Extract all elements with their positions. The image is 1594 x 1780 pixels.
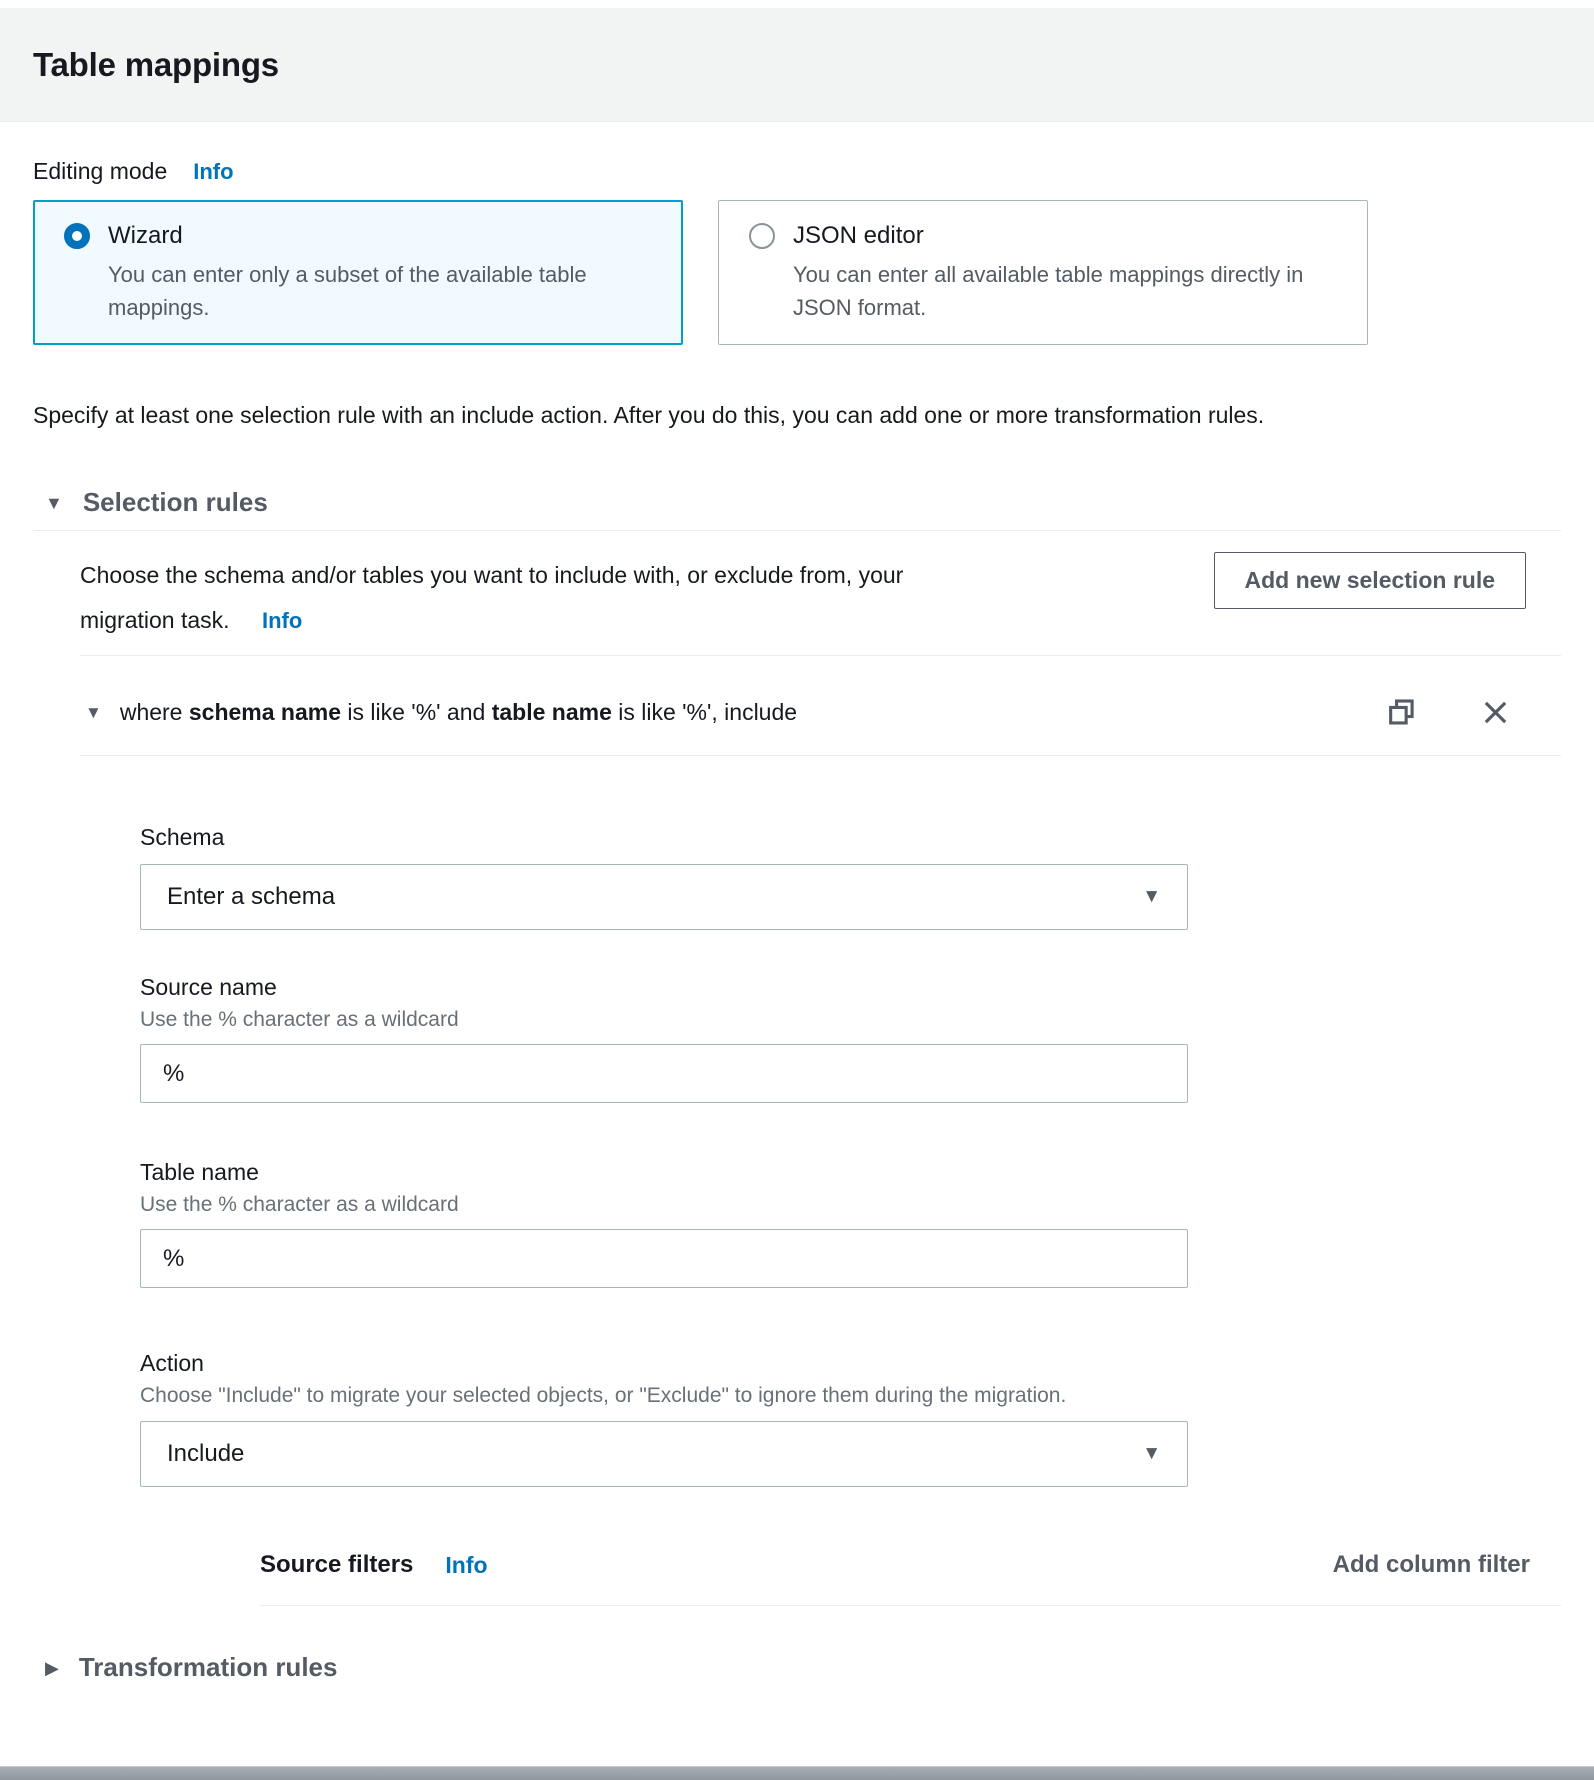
remove-rule-button[interactable] [1481,698,1510,727]
source-name-input[interactable] [140,1044,1188,1103]
schema-label: Schema [140,824,225,850]
action-field-group [140,1350,1188,1487]
table-name-field-group [140,1159,1188,1288]
divider [33,530,1561,531]
editing-mode-row [33,158,1561,185]
source-name-field-group [140,974,1188,1103]
table-name-label: Table name [140,1159,259,1185]
json-editor-radio-label: JSON editor [793,222,924,249]
selection-rules-info-link[interactable]: Info [261,608,303,633]
wizard-radio-tile[interactable] [33,200,683,345]
source-filters-title: Source filters [260,1551,414,1578]
radio-selected-icon[interactable] [64,223,90,249]
editing-mode-info-link[interactable]: Info [193,159,234,184]
transformation-rules-header[interactable] [33,1652,1561,1683]
action-hint: Choose "Include" to migrate your selected objects, or "Exclude" to ignore them during the migration. [140,1384,1067,1407]
selection-rule-form [140,824,1188,1487]
action-select-value: Include [167,1440,245,1467]
add-new-selection-rule-button[interactable]: Add new selection rule [1214,552,1527,609]
table-name-hint: Use the % character as a wildcard [140,1193,459,1216]
json-editor-radio-row [749,222,1343,250]
duplicate-rule-button[interactable] [1386,696,1417,729]
json-editor-radio-tile[interactable] [718,200,1368,345]
selection-rule-summary-row[interactable] [33,696,1561,729]
table-name-input[interactable] [140,1229,1188,1288]
action-select[interactable] [140,1421,1188,1487]
caret-down-icon: ▼ [1142,1443,1161,1464]
transformation-rules-title: Transformation rules [78,1652,338,1682]
page-title: Table mappings [33,45,279,83]
action-label: Action [140,1350,204,1376]
intro-text: Specify at least one selection rule with an include action. After you do this, you can add one or more transformation rules. [33,402,1265,428]
add-column-filter-button[interactable]: Add column filter [1332,1551,1530,1578]
wizard-radio-label: Wizard [108,222,183,249]
schema-select[interactable] [140,864,1188,930]
copy-icon [1386,717,1417,732]
panel-header [0,8,1594,122]
wizard-radio-description: You can enter only a subset of the available table mappings. [108,262,587,320]
selection-rules-toolbar [33,553,1561,643]
editing-mode-tiles [33,200,1561,345]
close-icon [1481,715,1510,730]
source-name-hint: Use the % character as a wildcard [140,1008,459,1031]
top-strip [0,0,1594,8]
chevron-right-icon: ▶ [45,1657,59,1678]
selection-rules-header[interactable] [33,487,1561,518]
source-name-label: Source name [140,974,277,1000]
source-filters-info-link[interactable]: Info [445,1551,488,1578]
radio-unselected-icon[interactable] [749,223,775,249]
wizard-radio-row [64,222,658,250]
schema-select-value: Enter a schema [167,883,336,910]
divider [80,755,1561,756]
selection-rules-description: Choose the schema and/or tables you want to include with, or exclude from, your migration task. Info [80,562,904,633]
caret-down-icon: ▼ [1142,886,1161,907]
editing-mode-label: Editing mode [33,158,168,184]
source-filters-header [260,1551,1530,1579]
chevron-down-icon: ▼ [85,703,102,722]
divider [260,1605,1561,1606]
table-mappings-panel [0,158,1594,1683]
selection-rules-title: Selection rules [82,487,268,517]
schema-field-group [140,824,1188,930]
horizontal-scrollbar[interactable] [0,1766,1594,1780]
chevron-down-icon: ▼ [45,492,63,513]
divider [80,655,1561,656]
json-editor-radio-description: You can enter all available table mappings directly in JSON format. [793,262,1304,320]
selection-rule-summary: where schema name is like '%' and table name is like '%', include [119,699,798,725]
